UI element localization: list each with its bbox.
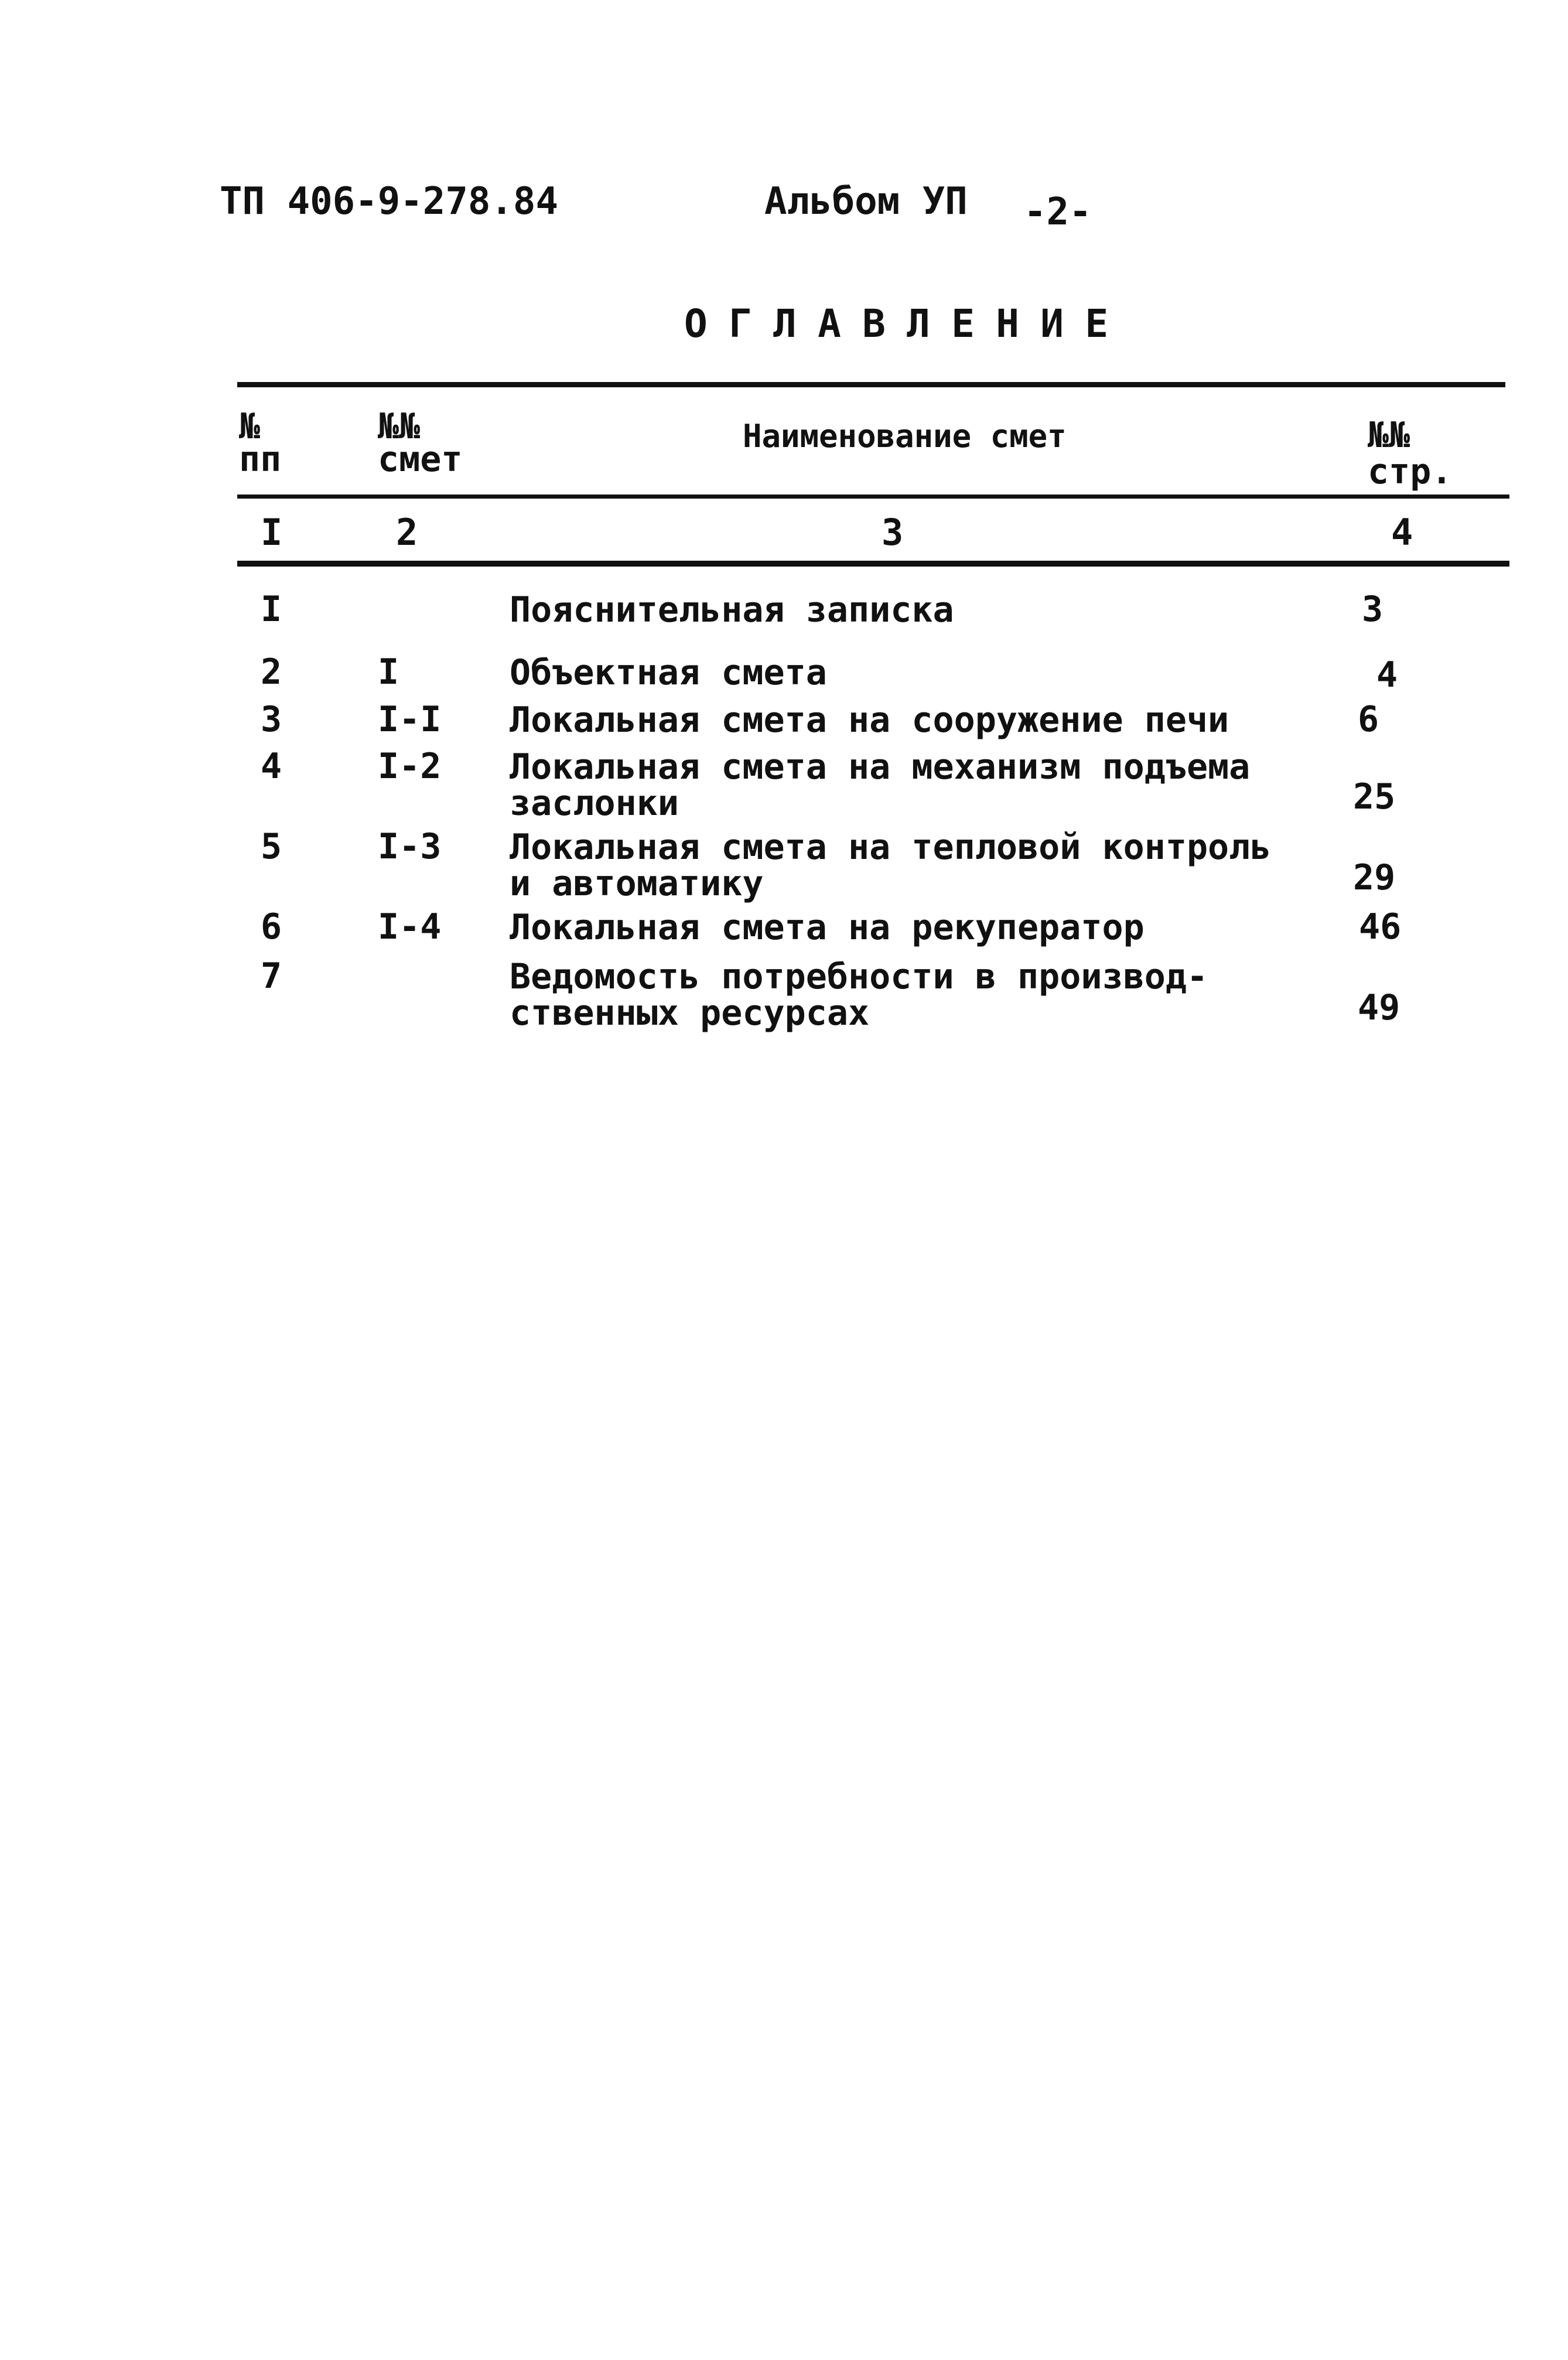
- page-ref: 4: [1376, 654, 1398, 695]
- column-number-1: I: [261, 511, 283, 554]
- estimate-name: Локальная смета на сооружение печи: [510, 700, 1229, 741]
- row-number: I: [261, 589, 282, 630]
- column-number-3: 3: [882, 511, 904, 554]
- column-numbers-bottom-rule: [237, 561, 1509, 567]
- estimate-number: I-4: [378, 906, 442, 947]
- estimate-number: I-2: [378, 746, 442, 787]
- page-number: -2-: [1024, 190, 1092, 234]
- estimate-name: Локальная смета на рекуператор: [510, 907, 1145, 948]
- header-bottom-rule: [237, 494, 1509, 499]
- estimate-number: I: [378, 652, 399, 693]
- page-ref: 49: [1358, 987, 1400, 1028]
- estimate-number: I-3: [378, 826, 442, 867]
- estimate-name: Локальная смета на механизм подъема заслонки: [510, 746, 1251, 824]
- row-number: 5: [261, 826, 282, 867]
- estimate-name: Ведомость потребности в производ- ственных ресурсах: [510, 956, 1208, 1034]
- estimate-name: Пояснительная записка: [510, 589, 954, 630]
- column-number-2: 2: [396, 511, 418, 554]
- header-page-number: №№ стр.: [1368, 415, 1453, 492]
- row-number: 4: [261, 746, 282, 787]
- header-row-number: № пп: [239, 406, 282, 480]
- estimate-number: I-I: [378, 699, 442, 740]
- column-number-4: 4: [1391, 511, 1413, 554]
- album-label: Альбом УП: [764, 180, 968, 223]
- estimate-name: Объектная смета: [510, 652, 827, 693]
- table-top-rule: [237, 382, 1505, 387]
- page-ref: 46: [1359, 906, 1402, 947]
- estimate-name: Локальная смета на тепловой контроль и автоматику: [510, 827, 1272, 904]
- page-ref: 29: [1353, 857, 1396, 898]
- page-ref: 3: [1362, 589, 1383, 630]
- row-number: 6: [261, 906, 282, 947]
- row-number: 2: [261, 652, 282, 693]
- page-ref: 6: [1358, 699, 1379, 740]
- header-estimate-name: Наименование смет: [743, 418, 1067, 455]
- page-title: ОГЛАВЛЕНИЕ: [684, 301, 1130, 346]
- header-estimate-number: №№ смет: [378, 406, 463, 480]
- document-code: ТП 406-9-278.84: [220, 180, 558, 223]
- row-number: 3: [261, 699, 282, 740]
- row-number: 7: [261, 956, 282, 997]
- page-ref: 25: [1353, 776, 1396, 817]
